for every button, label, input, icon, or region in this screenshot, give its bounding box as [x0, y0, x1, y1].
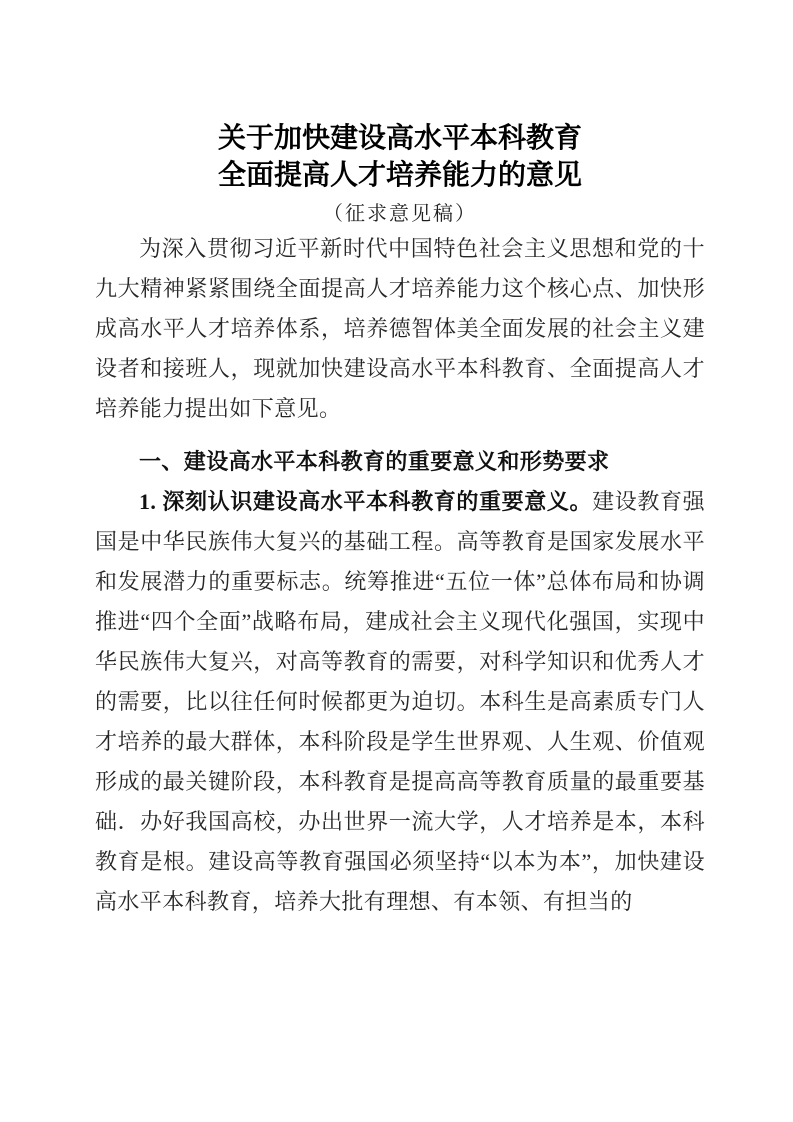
intro-paragraph: 为深入贯彻习近平新时代中国特色社会主义思想和党的十九大精神紧紧围绕全面提高人才培养能力这个核心点、加快形成高水平人才培养体系，培养德智体美全面发展的社会主义建设者和接班人，现就加快建设高水平本科教育、全面提高人才培养能力提出如下意见。: [95, 236, 705, 421]
document-title: [95, 120, 705, 194]
document-title-line-1: 关于加快建设高水平本科教育: [217, 123, 582, 154]
point-1-paragraph: [95, 482, 705, 922]
section-1-heading: 一、建设高水平本科教育的重要意义和形势要求: [139, 449, 610, 474]
point-1-lead: 1. 深刻认识建设高水平本科教育的重要意义。: [139, 489, 593, 514]
document-subtitle: （征求意见稿）: [323, 203, 477, 225]
document-title-line-2: 全面提高人才培养能力的意见: [217, 160, 582, 191]
point-1-body-text: 建设教育强国是中华民族伟大复兴的基础工程。高等教育是国家发展水平和发展潜力的重要标志。统筹推进“五位一体”总体布局和协调推进“四个全面”战略布局，建成社会主义现代化强国，实现中华民族伟大复兴，对高等教育的需要，对科学知识和优秀人才的需要，比以往任何时候都更为迫切。本科生是高素质专门人才培养的最大群体，本科阶段是学生世界观、人生观、价值观形成的最关键阶段，本科教育是提高高等教育质量的最重要基础．办好我国高校，办出世界一流大学，人才培养是本，本科教育是根。建设高等教育强国必须坚持“以本为本”，加快建设高水平本科教育，培养大批有理想、有本领、有担当的: [95, 489, 705, 914]
